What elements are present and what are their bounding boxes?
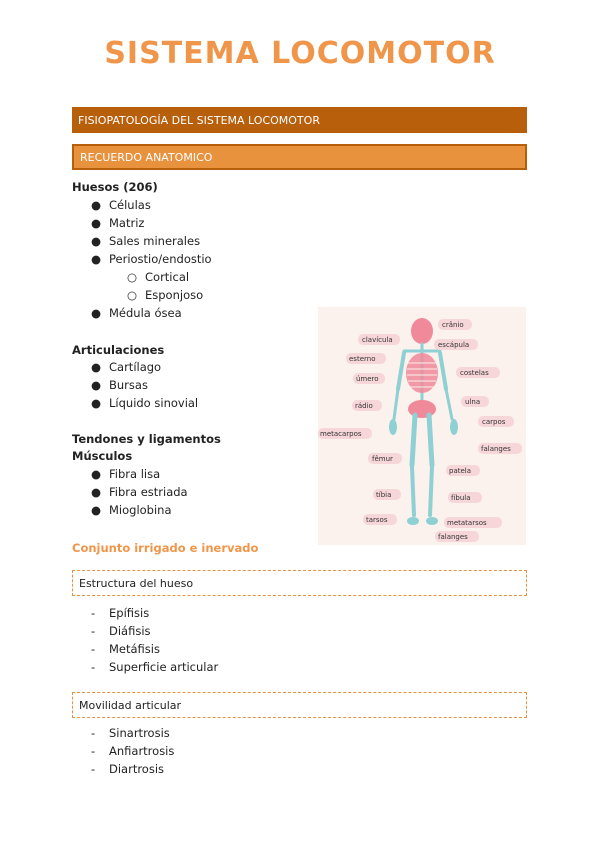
left-forearm-bone — [394, 389, 398, 419]
label-escapula — [434, 339, 478, 350]
list-item: ● Fibra estriada — [91, 485, 188, 499]
movilidad-heading: Movilidad articular — [79, 698, 182, 712]
list-item: ● Cartílago — [91, 360, 162, 374]
list-subitem: ○ Cortical — [127, 270, 190, 284]
skull-shape — [411, 318, 433, 344]
list-item: - Superficie articular — [91, 660, 219, 674]
subsection-bar-label: RECUERDO ANATOMICO — [80, 150, 213, 164]
list-item: - Metáfisis — [91, 642, 160, 656]
skeleton-illustration — [318, 307, 526, 545]
left-hand-shape — [389, 419, 397, 435]
list-item: ● Líquido sinovial — [91, 396, 199, 410]
svg-text:patela: patela — [449, 467, 472, 475]
label-umero — [353, 373, 385, 384]
svg-text:úmero: úmero — [356, 375, 379, 383]
right-hand-shape — [450, 419, 458, 435]
list-item: - Diáfisis — [91, 624, 151, 638]
svg-text:clavícula: clavícula — [362, 336, 393, 344]
svg-text:tíbia: tíbia — [376, 491, 392, 499]
list-item: ● Fibra lisa — [91, 467, 161, 481]
huesos-heading: Huesos (206) — [72, 180, 158, 194]
label-ulna — [461, 396, 489, 407]
label-costelas — [456, 367, 500, 378]
label-tarsos — [363, 514, 397, 525]
svg-text:tarsos: tarsos — [366, 516, 388, 524]
list-item: ● Sales minerales — [91, 234, 201, 248]
label-femur — [368, 453, 402, 464]
list-item: ● Médula ósea — [91, 306, 182, 320]
label-metacarpos — [318, 428, 372, 439]
pelvis-shape — [408, 400, 436, 418]
svg-text:escápula: escápula — [438, 341, 470, 349]
list-subitem: ○ Esponjoso — [127, 288, 204, 302]
list-item: ● Periostio/endostio — [91, 252, 212, 266]
label-fibula — [448, 492, 482, 503]
svg-text:carpos: carpos — [482, 418, 506, 426]
list-item: - Epífisis — [91, 606, 150, 620]
label-tibia — [373, 489, 401, 500]
list-item: ● Células — [91, 198, 151, 212]
label-carpos — [478, 416, 514, 427]
svg-text:crânio: crânio — [442, 321, 464, 329]
list-item: ● Matriz — [91, 216, 145, 230]
section-bar-label: FISIOPATOLOGÍA DEL SISTEMA LOCOMOTOR — [78, 113, 320, 127]
subsection-bar — [72, 144, 527, 170]
svg-text:rádio: rádio — [355, 402, 373, 410]
left-tibia-bone — [412, 467, 414, 515]
label-esterno — [346, 353, 386, 364]
articulaciones-heading: Articulaciones — [72, 343, 165, 357]
svg-text:metatarsos: metatarsos — [447, 519, 487, 527]
label-falanges-pe — [435, 531, 479, 542]
skeleton-svg — [318, 307, 526, 545]
list-item: - Anfiartrosis — [91, 744, 175, 758]
svg-text:ulna: ulna — [465, 398, 481, 406]
right-humerus-bone — [440, 353, 446, 389]
label-falanges-mao — [478, 443, 522, 454]
svg-text:falanges: falanges — [438, 533, 468, 541]
estructura-box — [72, 570, 527, 596]
musculos-heading: Músculos — [72, 449, 133, 463]
svg-text:esterno: esterno — [349, 355, 376, 363]
list-item: ● Bursas — [91, 378, 148, 392]
label-metatarsos — [444, 517, 502, 528]
list-item: - Diartrosis — [91, 762, 165, 776]
label-radio — [352, 400, 382, 411]
right-tibia-bone — [430, 467, 432, 515]
svg-text:fêmur: fêmur — [372, 455, 393, 463]
estructura-heading: Estructura del hueso — [79, 576, 194, 590]
movilidad-box — [72, 692, 527, 718]
tendones-heading: Tendones y ligamentos — [72, 432, 221, 446]
right-foot-shape — [426, 517, 438, 525]
label-clavicula — [358, 334, 400, 345]
left-femur-bone — [412, 415, 415, 465]
left-foot-shape — [407, 517, 419, 525]
list-item: ● Mioglobina — [91, 503, 172, 517]
page-title: SISTEMA LOCOMOTOR — [104, 36, 496, 71]
right-forearm-bone — [446, 389, 452, 419]
svg-text:falanges: falanges — [481, 445, 511, 453]
svg-text:metacarpos: metacarpos — [320, 430, 362, 438]
section-bar — [72, 107, 527, 133]
label-patela — [446, 465, 480, 476]
left-humerus-bone — [398, 353, 404, 389]
svg-text:fíbula: fíbula — [451, 494, 471, 502]
list-item: - Sinartrosis — [91, 726, 170, 740]
right-femur-bone — [429, 415, 432, 465]
label-craneo — [438, 319, 472, 330]
conjunto-heading: Conjunto irrigado e inervado — [72, 541, 259, 555]
svg-text:costelas: costelas — [460, 369, 489, 377]
